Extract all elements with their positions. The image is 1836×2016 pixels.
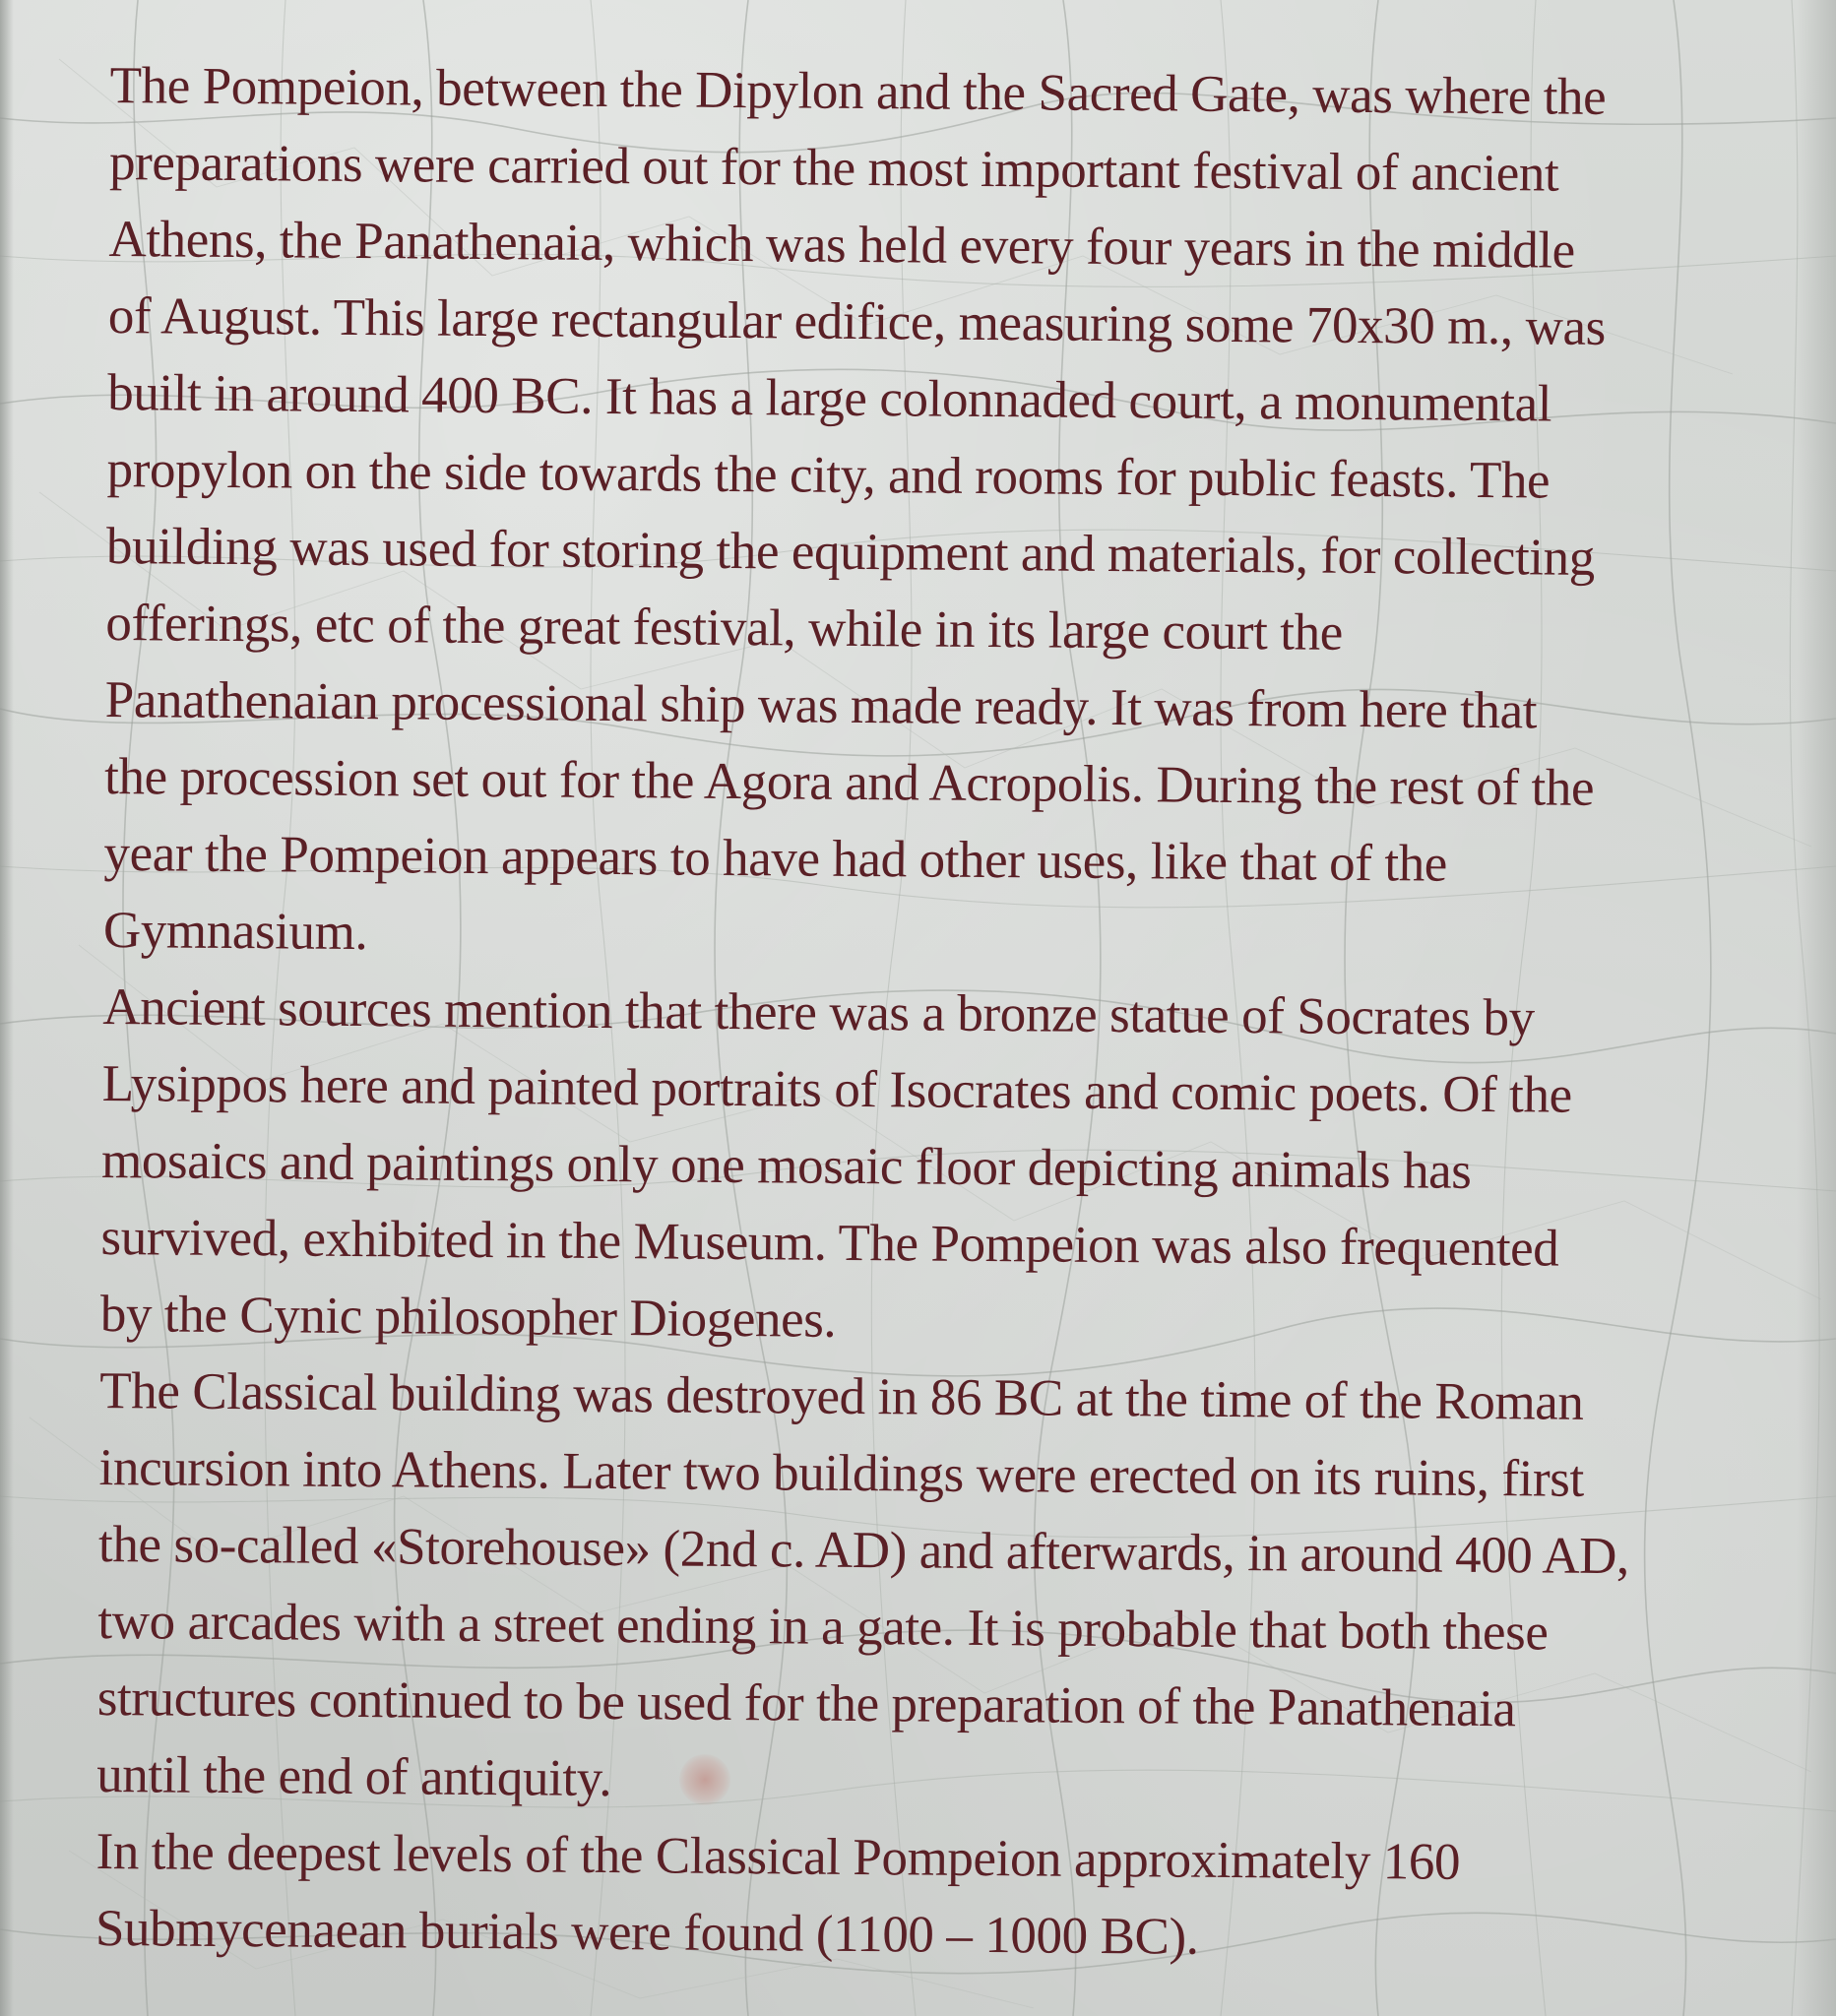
text-line: In the deepest levels of the Classical Pompeion approximately 160 bbox=[95, 1822, 1461, 1891]
stain-mark bbox=[679, 1754, 730, 1805]
text-line: the procession set out for the Agora and Acropolis. During the rest of the bbox=[103, 747, 1595, 817]
paragraph-2 bbox=[100, 969, 1797, 1365]
text-line: preparations were carried out for the most important festival of ancient bbox=[108, 133, 1559, 203]
text-line: Panathenaian processional ship was made ready. It was from here that bbox=[104, 670, 1538, 740]
text-line: of August. This large rectangular edifice, measuring some 70x30 m., was bbox=[107, 286, 1607, 356]
text-line: Ancient sources mention that there was a bronze statue of Socrates by bbox=[102, 977, 1535, 1047]
text-line: by the Cynic philosopher Diogenes. bbox=[99, 1285, 837, 1349]
text-line: The Pompeion, between the Dipylon and the Sacred Gate, was where the bbox=[109, 56, 1607, 126]
text-line: until the end of antiquity. bbox=[95, 1745, 612, 1808]
text-line: survived, exhibited in the Museum. The Pompeion was also frequented bbox=[100, 1208, 1559, 1278]
text-line: built in around 400 BC. It has a large colonnaded court, a monumental bbox=[107, 363, 1552, 433]
text-line: the so-called «Storehouse» (2nd c. AD) and afterwards, in around 400 AD, bbox=[97, 1515, 1630, 1586]
text-line: structures continued to be used for the preparation of the Panathenaia bbox=[96, 1669, 1516, 1738]
text-block bbox=[95, 47, 1804, 1980]
right-edge-shadow bbox=[1797, 0, 1836, 2016]
text-line: Submycenaean burials were found (1100 – 1000 BC). bbox=[95, 1899, 1199, 1966]
text-line: mosaics and paintings only one mosaic floor depicting animals has bbox=[100, 1131, 1472, 1200]
paragraph-4 bbox=[95, 1813, 1790, 1981]
text-line: offerings, etc of the great festival, while in its large court the bbox=[105, 594, 1344, 662]
text-line: Athens, the Panathenaia, which was held every four years in the middle bbox=[108, 210, 1576, 280]
text-line: incursion into Athens. Later two buildings were erected on its ruins, first bbox=[98, 1438, 1585, 1508]
text-line: year the Pompeion appears to have had other uses, like that of the bbox=[103, 824, 1448, 893]
text-line: Lysippos here and painted portraits of Isocrates and comic poets. Of the bbox=[101, 1054, 1572, 1124]
paragraph-3 bbox=[96, 1353, 1794, 1826]
text-line: two arcades with a street ending in a gate. It is probable that both these bbox=[97, 1592, 1549, 1662]
text-line: Gymnasium. bbox=[102, 901, 368, 962]
text-line: The Classical building was destroyed in 86 BC at the time of the Roman bbox=[99, 1361, 1584, 1431]
left-edge-shadow bbox=[0, 0, 14, 2016]
text-line: building was used for storing the equipment and materials, for collecting bbox=[105, 517, 1596, 587]
paragraph-1 bbox=[103, 47, 1804, 981]
text-line: propylon on the side towards the city, and rooms for public feasts. The bbox=[106, 440, 1551, 510]
